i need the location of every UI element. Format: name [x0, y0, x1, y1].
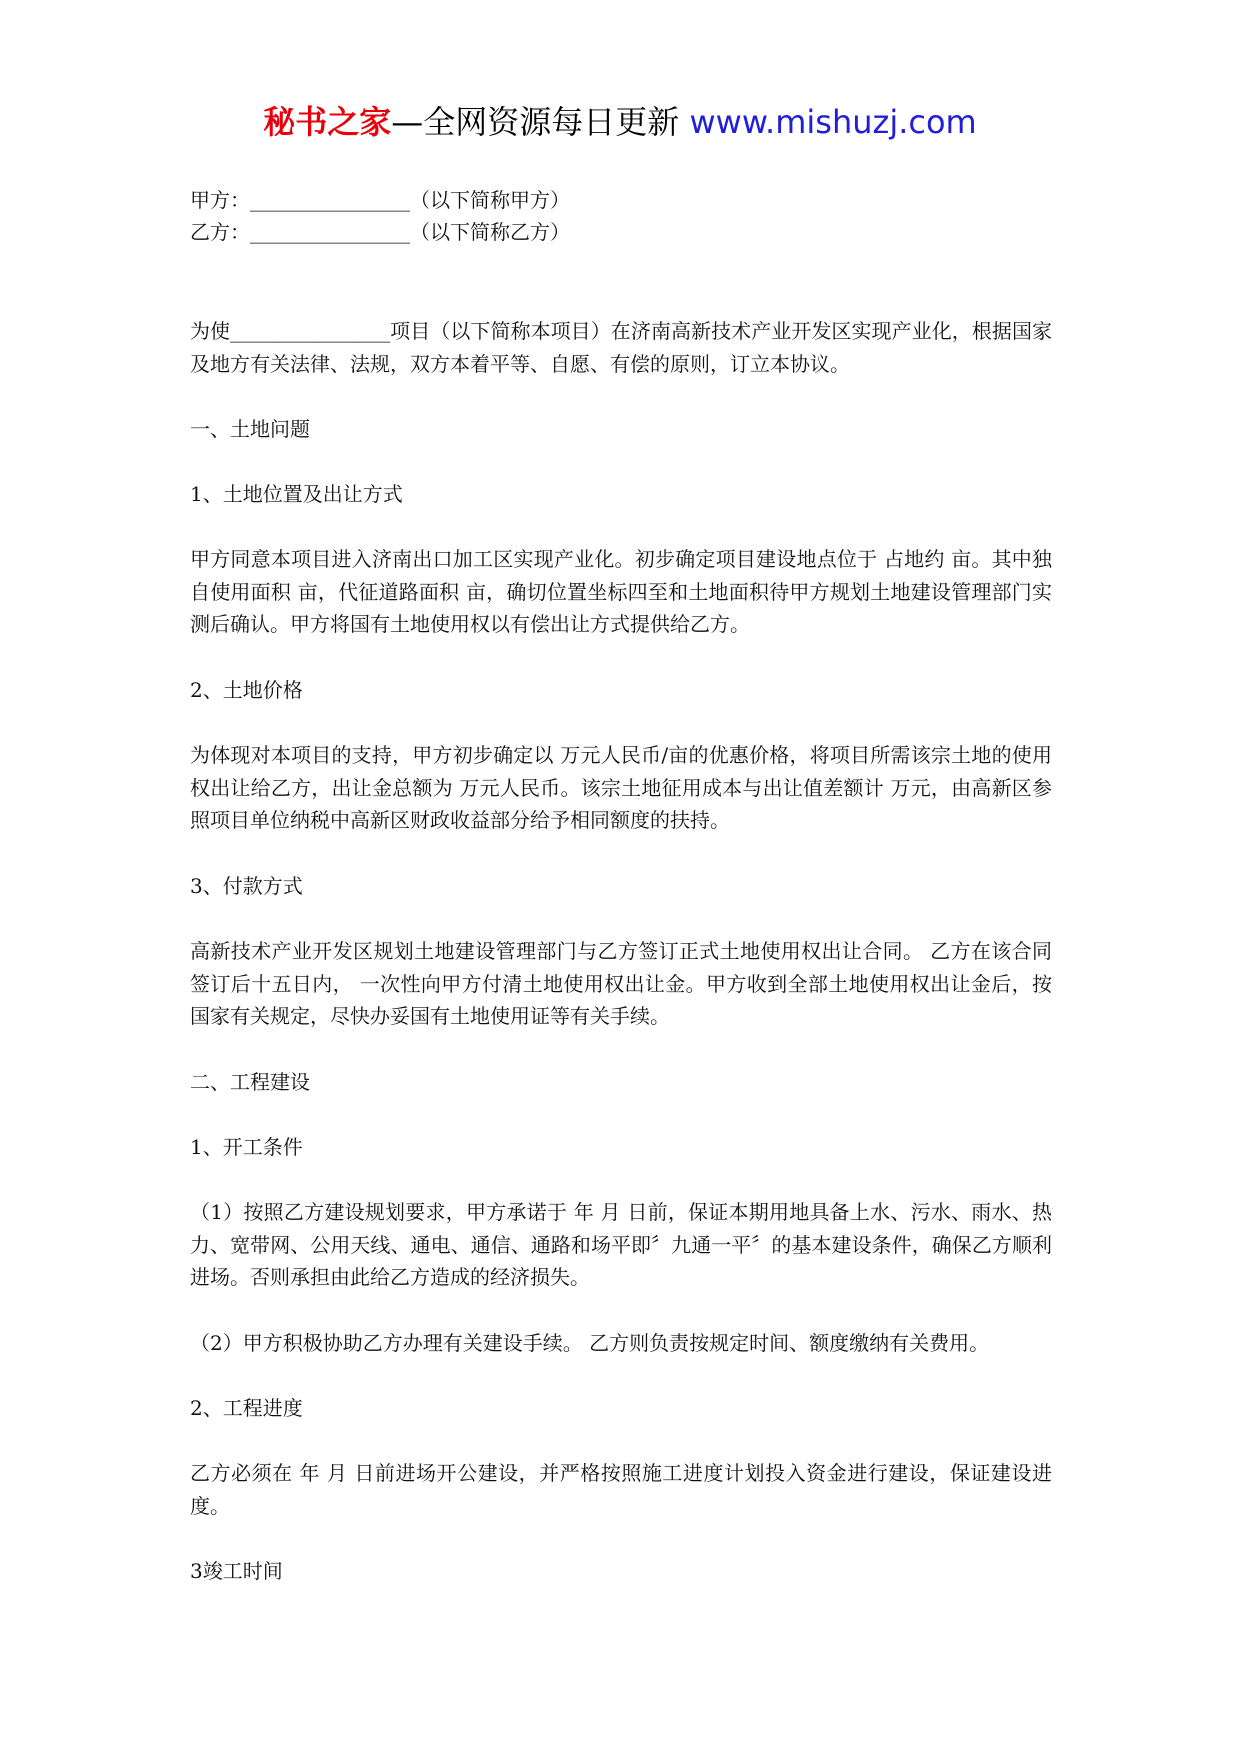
item-heading-land-location: 1、土地位置及出让方式	[190, 482, 403, 506]
payment-paragraph: 高新技术产业开发区规划土地建设管理部门与乙方签订正式土地使用权出让合同。 乙方在该合同签订后十五日内， 一次性向甲方付清土地使用权出让金。甲方收到全部土地使用权出让金后，按国家有关规定，尽快办妥国有土地使用证等有关手续。	[190, 939, 1052, 1028]
party-b-line: 乙方：________________（以下简称乙方）	[190, 220, 570, 244]
item-heading-land-price: 2、土地价格	[190, 678, 303, 702]
section-heading-land: 一、土地问题	[190, 417, 310, 441]
watermark-header	[0, 100, 1240, 144]
party-a-line: 甲方：________________（以下简称甲方）	[190, 188, 570, 212]
item-heading-start-conditions: 1、开工条件	[190, 1135, 303, 1159]
land-price-paragraph: 为体现对本项目的支持，甲方初步确定以 万元人民币/亩的优惠价格，将项目所需该宗土地的使用权出让给乙方，出让金总额为 万元人民币。该宗土地征用成本与出让值差额计 万元，由高新区参照项目单位纳税中高新区财政收益部分给予相同额度的扶持。	[190, 743, 1052, 832]
start-conditions-paragraph-2: （2）甲方积极协助乙方办理有关建设手续。 乙方则负责按规定时间、额度缴纳有关费用。	[190, 1331, 990, 1355]
item-heading-completion: 3竣工时间	[190, 1559, 283, 1583]
item-heading-progress: 2、工程进度	[190, 1396, 303, 1420]
item-heading-payment: 3、付款方式	[190, 874, 303, 898]
brand-tagline: —全网资源每日更新	[391, 103, 690, 141]
start-conditions-paragraph-1: （1）按照乙方建设规划要求，甲方承诺于 年 月 日前，保证本期用地具备上水、污水、雨水、热力、宽带网、公用天线、通电、通信、通路和场平即〞九通一平〞的基本建设条件，确保乙方顺利进场。否则承担由此给乙方造成的经济损失。	[190, 1200, 1052, 1289]
section-heading-construction: 二、工程建设	[190, 1070, 310, 1094]
intro-paragraph: 为使________________项目（以下简称本项目）在济南高新技术产业开发区实现产业化，根据国家及地方有关法律、法规，双方本着平等、自愿、有偿的原则，订立本协议。	[190, 319, 1052, 376]
brand-name: 秘书之家	[263, 103, 392, 141]
website-url[interactable]: www.mishuzj.com	[689, 103, 977, 141]
land-location-paragraph: 甲方同意本项目进入济南出口加工区实现产业化。初步确定项目建设地点位于 占地约 亩。其中独自使用面积 亩，代征道路面积 亩，确切位置坐标四至和土地面积待甲方规划土地建设管理部门实测后确认。甲方将国有土地使用权以有偿出让方式提供给乙方。	[190, 547, 1052, 636]
progress-paragraph: 乙方必须在 年 月 日前进场开公建设，并严格按照施工进度计划投入资金进行建设，保证建设进度。	[190, 1461, 1052, 1518]
